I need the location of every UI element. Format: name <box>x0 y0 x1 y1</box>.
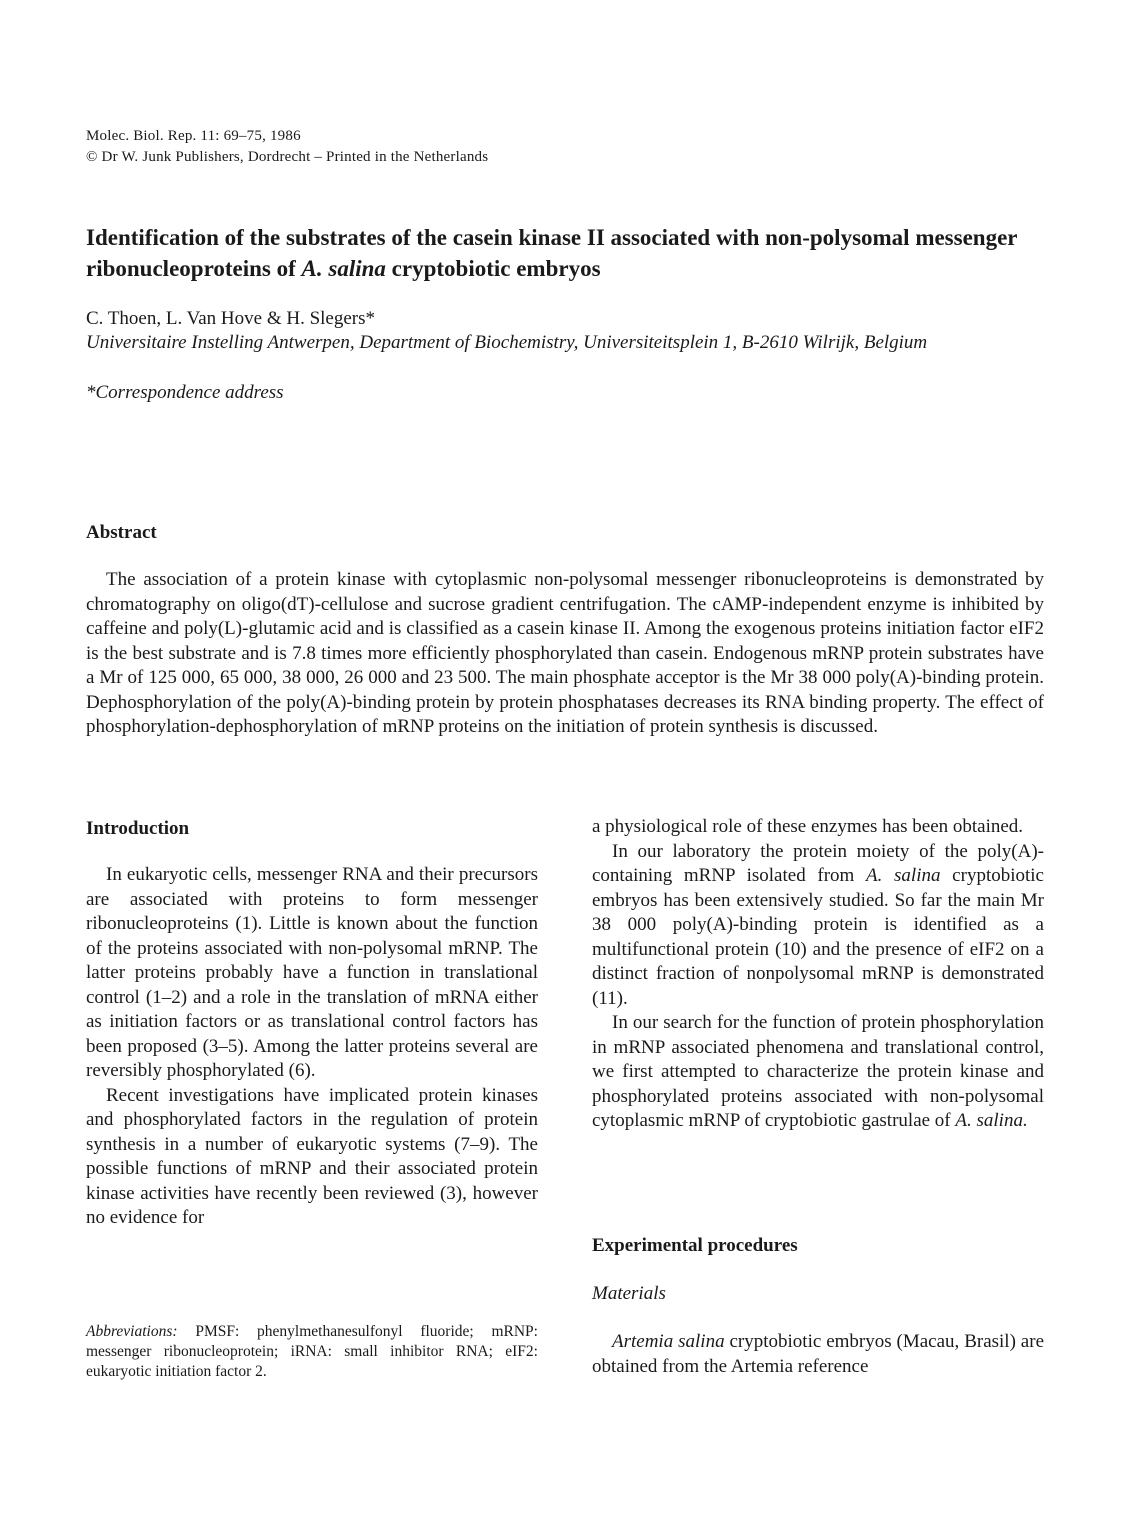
introduction-paragraph-2: Recent investigations have implicated protein kinases and phosphorylated factors in the regulation of protein synthesis in a number of eukaryotic systems (7–9). The possible functions of mRNP and their associated protein kinase activities have recently been reviewed (3), however no evidence for <box>86 1084 538 1228</box>
journal-header <box>86 126 488 168</box>
right-paragraph-2-text-b: cryptobiotic embryos has been extensively studied. So far the main Mr 38 000 poly(A)-binding protein is identified as a multifunctional protein (10) and the presence of eIF2 on a distinct fraction of nonpolysomal mRNP is demonstrated (11). <box>592 865 1044 1009</box>
author-list: C. Thoen, L. Van Hove & H. Slegers* <box>86 308 376 329</box>
right-paragraph-2-species: A. salina <box>866 865 941 886</box>
right-paragraph-3-species: A. salina. <box>955 1110 1028 1131</box>
right-paragraph-3 <box>592 1011 1044 1134</box>
article-title <box>86 222 1046 284</box>
continued-paragraph: a physiological role of these enzymes has been obtained. <box>592 816 1024 837</box>
title-text-part1: Identification of the substrates of the casein kinase II associated with non-polysomal messenger ribonucleoproteins of <box>86 225 1018 281</box>
introduction-heading: Introduction <box>86 818 190 839</box>
right-paragraph-3-text: In our search for the function of protein phosphorylation in mRNP associated phenomena and translational control, we first attempted to characterize the protein kinase and phosphorylated proteins associated with non-polysomal cytoplasmic mRNP of cryptobiotic gastrulae of <box>592 1012 1044 1131</box>
footnote-text: PMSF: phenylmethanesulfonyl fluoride; mRNP: messenger ribonucleoprotein; iRNA: small inhibitor RNA; eIF2: eukaryotic initiation factor 2. <box>86 1323 538 1380</box>
introduction-body <box>86 863 538 1231</box>
experimental-procedures-heading: Experimental procedures <box>592 1235 798 1256</box>
publisher-line: © Dr W. Junk Publishers, Dordrecht – Printed in the Netherlands <box>86 149 489 165</box>
right-column-body <box>592 815 1044 1134</box>
materials-paragraph <box>592 1330 1044 1379</box>
materials-text: cryptobiotic embryos (Macau, Brasil) are obtained from the Artemia reference <box>592 1331 1045 1377</box>
materials-body <box>592 1330 1044 1379</box>
title-species: A. salina <box>301 256 386 281</box>
abstract-text: The association of a protein kinase with cytoplasmic non-polysomal messenger ribonucleoproteins is demonstrated by chromatography on oligo(dT)-cellulose and sucrose gradient centrifugation. The cAMP-independent enzyme is inhibited by caffeine and poly(L)-glutamic acid and is classified as a casein kinase II. Among the exogenous proteins initiation factor eIF2 is the best substrate and is 7.8 times more efficiently phosphorylated than casein. Endogenous mRNP protein substrates have a Mr of 125 000, 65 000, 38 000, 26 000 and 23 500. The main phosphate acceptor is the Mr 38 000 poly(A)-binding protein. Dephosphorylation of the poly(A)-binding protein by protein phosphatases decreases its RNA binding property. The effect of phosphorylation-dephosphorylation of mRNP proteins on the initiation of protein synthesis is discussed. <box>86 569 1044 737</box>
materials-heading: Materials <box>592 1283 666 1304</box>
right-paragraph-2 <box>592 840 1044 1012</box>
footnote-label: Abbreviations: <box>86 1323 178 1340</box>
abstract-heading: Abstract <box>86 522 157 543</box>
materials-species: Artemia salina <box>612 1331 725 1352</box>
right-paragraph-2-text-a: In our laboratory the protein moiety of the poly(A)-containing mRNP isolated from <box>592 840 1044 886</box>
affiliation: Universitaire Instelling Antwerpen, Department of Biochemistry, Universiteitsplein 1, B-2610 Wilrijk, Belgium <box>86 332 928 353</box>
journal-citation: Molec. Biol. Rep. 11: 69–75, 1986 <box>86 128 301 144</box>
correspondence-note: *Correspondence address <box>86 382 284 403</box>
title-text-part2: cryptobiotic embryos <box>385 256 601 281</box>
introduction-paragraph-1: In eukaryotic cells, messenger RNA and their precursors are associated with proteins to form messenger ribonucleoproteins (1). Little is known about the function of the proteins associated with non-polysomal mRNP. The latter proteins probably have a function in translational control (1–2) and a role in the translation of mRNA either as initiation factors or as translational control factors has been proposed (3–5). Among the latter proteins several are reversibly phosphorylated (6). <box>86 864 538 1081</box>
abbreviations-footnote <box>86 1322 538 1382</box>
